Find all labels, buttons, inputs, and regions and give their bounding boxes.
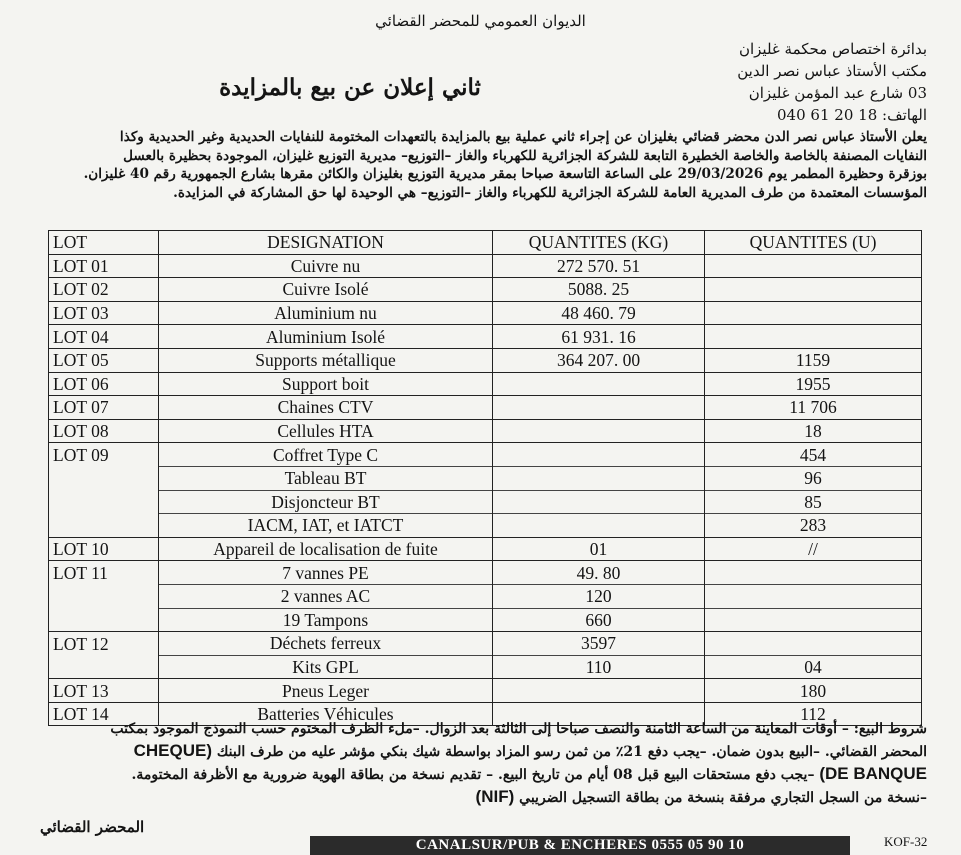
phone-line: الهاتف: 18 20 61 040 bbox=[776, 106, 927, 124]
notice-title: ثاني إعلان عن بيع بالمزايدة bbox=[219, 74, 481, 101]
cell-quantity-units bbox=[705, 584, 922, 608]
cell-quantity-units: 283 bbox=[705, 514, 922, 538]
cell-designation: Chaines CTV bbox=[159, 396, 493, 420]
cell-quantity-kg bbox=[493, 419, 705, 443]
intro-line: بوزقرة وحظيرة المطمر يوم 29/03/2026 على الساعة التاسعة صباحا بمقر مديرية التوزيع بغليزان والكائن مقرها بشارع الجمهورية رقم 40 غليزان. bbox=[83, 166, 927, 182]
jurisdiction-line: بدائرة اختصاص محكمة غليزان bbox=[738, 40, 927, 58]
table-row bbox=[49, 301, 922, 325]
cell-lot: LOT 02 bbox=[49, 278, 159, 302]
reference-code: KOF-32 bbox=[884, 834, 928, 849]
cell-quantity-units: // bbox=[705, 537, 922, 561]
cell-quantity-kg bbox=[493, 443, 705, 467]
terms-cheque: (CHEQUE bbox=[133, 741, 212, 760]
cell-quantity-kg: 48 460. 79 bbox=[493, 301, 705, 325]
header-quantity-units: QUANTITES (U) bbox=[705, 231, 922, 255]
table-row bbox=[49, 608, 922, 632]
cell-quantity-kg: 120 bbox=[493, 584, 705, 608]
cell-designation: Aluminium Isolé bbox=[159, 325, 493, 349]
cell-designation: IACM, IAT, et IATCT bbox=[159, 514, 493, 538]
sale-terms bbox=[34, 718, 927, 809]
table-row bbox=[49, 372, 922, 396]
cell-designation: Support boit bbox=[159, 372, 493, 396]
terms-text: –يجب دفع مستحقات البيع قبل 08 أيام من تاريخ البيع. – تقديم نسخة من بطاقة الهوية ضرورية مع الأظرفة المختومة. bbox=[131, 767, 815, 783]
cell-lot: LOT 04 bbox=[49, 325, 159, 349]
cell-lot: LOT 12 bbox=[49, 632, 159, 656]
cell-quantity-units: 1159 bbox=[705, 348, 922, 372]
cell-designation: Supports métallique bbox=[159, 348, 493, 372]
table-row bbox=[49, 325, 922, 349]
cell-lot bbox=[49, 584, 159, 608]
table-header-row bbox=[49, 231, 922, 255]
table-row bbox=[49, 490, 922, 514]
cell-quantity-kg: 364 207. 00 bbox=[493, 348, 705, 372]
table-row bbox=[49, 655, 922, 679]
cell-quantity-units: 18 bbox=[705, 419, 922, 443]
notice-intro bbox=[34, 128, 927, 202]
cell-quantity-kg bbox=[493, 679, 705, 703]
address-line: 03 شارع عبد المؤمن غليزان bbox=[748, 84, 927, 102]
terms-line bbox=[34, 763, 927, 786]
terms-text: –نسخة من السجل التجاري مرفقة بنسخة من بطاقة التسجيل الضريبي bbox=[519, 790, 927, 806]
cell-lot: LOT 10 bbox=[49, 537, 159, 561]
table-row bbox=[49, 254, 922, 278]
cell-lot bbox=[49, 655, 159, 679]
cell-lot: LOT 14 bbox=[49, 702, 159, 726]
terms-line bbox=[34, 786, 927, 809]
cell-quantity-units: 112 bbox=[705, 702, 922, 726]
cell-quantity-kg bbox=[493, 466, 705, 490]
cell-quantity-units: 04 bbox=[705, 655, 922, 679]
cell-lot: LOT 06 bbox=[49, 372, 159, 396]
cell-quantity-kg: 660 bbox=[493, 608, 705, 632]
cell-quantity-kg bbox=[493, 514, 705, 538]
terms-line bbox=[34, 740, 927, 763]
cell-quantity-units bbox=[705, 278, 922, 302]
cell-lot: LOT 08 bbox=[49, 419, 159, 443]
cell-quantity-units bbox=[705, 608, 922, 632]
cell-lot bbox=[49, 490, 159, 514]
table-row bbox=[49, 278, 922, 302]
intro-line: النفايات المصنفة بالخاصة والخاصة الخطيرة التابعة للشركة الجزائرية للكهرباء والغاز –التوزيع– مديرية التوزيع غليزان، الموجودة بحظيرة بالعسل bbox=[123, 147, 927, 164]
cell-lot: LOT 01 bbox=[49, 254, 159, 278]
cell-designation: 19 Tampons bbox=[159, 608, 493, 632]
table-row bbox=[49, 632, 922, 656]
cell-designation: Appareil de localisation de fuite bbox=[159, 537, 493, 561]
lots-table bbox=[48, 230, 922, 726]
header-lot: LOT bbox=[49, 231, 159, 255]
cell-quantity-units bbox=[705, 325, 922, 349]
cell-designation: Coffret Type C bbox=[159, 443, 493, 467]
terms-text: المحضر القضائي. –البيع بدون ضمان. –يجب دفع 21٪ من ثمن رسو المزاد بواسطة شيك بنكي مؤشر عليه من طرف البنك bbox=[216, 744, 927, 760]
cell-quantity-kg: 110 bbox=[493, 655, 705, 679]
table-row bbox=[49, 514, 922, 538]
table-row bbox=[49, 396, 922, 420]
cell-lot: LOT 11 bbox=[49, 561, 159, 585]
cell-quantity-kg: 01 bbox=[493, 537, 705, 561]
cell-quantity-units: 180 bbox=[705, 679, 922, 703]
cell-quantity-kg: 272 570. 51 bbox=[493, 254, 705, 278]
cell-quantity-kg: 3597 bbox=[493, 632, 705, 656]
terms-line: شروط البيع: – أوقات المعاينة من الساعة الثامنة والنصف صباحا إلى الثالثة بعد الزوال. –ملء الظرف المختوم حسب النموذج الموجود بمكتب bbox=[110, 721, 927, 737]
office-name-line: مكتب الأستاذ عباس نصر الدين bbox=[737, 62, 927, 80]
table-row bbox=[49, 443, 922, 467]
intro-line: يعلن الأستاذ عباس نصر الدن محضر قضائي بغليزان عن إجراء ثاني عملية بيع بالمزايدة بالتعهدات المختومة للنفايات الحديدية وغير الحديدية وكذا bbox=[119, 129, 927, 145]
cell-lot: LOT 09 bbox=[49, 443, 159, 467]
cell-designation: Disjoncteur BT bbox=[159, 490, 493, 514]
cell-quantity-kg: 61 931. 16 bbox=[493, 325, 705, 349]
table-row bbox=[49, 679, 922, 703]
cell-designation: Cuivre nu bbox=[159, 254, 493, 278]
cell-lot bbox=[49, 466, 159, 490]
cell-designation: Batteries Véhicules bbox=[159, 702, 493, 726]
cell-quantity-units: 85 bbox=[705, 490, 922, 514]
cell-designation: Aluminium nu bbox=[159, 301, 493, 325]
cell-designation: Déchets ferreux bbox=[159, 632, 493, 656]
cell-quantity-kg bbox=[493, 396, 705, 420]
header-quantity-kg: QUANTITES (KG) bbox=[493, 231, 705, 255]
cell-quantity-units bbox=[705, 301, 922, 325]
cell-lot bbox=[49, 514, 159, 538]
cell-quantity-kg: 5088. 25 bbox=[493, 278, 705, 302]
lots-body bbox=[49, 254, 922, 726]
header-designation: DESIGNATION bbox=[159, 231, 493, 255]
table-row bbox=[49, 584, 922, 608]
cell-quantity-units bbox=[705, 254, 922, 278]
cell-lot: LOT 03 bbox=[49, 301, 159, 325]
cell-designation: Kits GPL bbox=[159, 655, 493, 679]
table-row bbox=[49, 348, 922, 372]
cell-lot: LOT 07 bbox=[49, 396, 159, 420]
cell-quantity-units bbox=[705, 632, 922, 656]
cell-designation: Tableau BT bbox=[159, 466, 493, 490]
table-row bbox=[49, 561, 922, 585]
cell-designation: 2 vannes AC bbox=[159, 584, 493, 608]
cell-lot: LOT 13 bbox=[49, 679, 159, 703]
terms-banque: DE BANQUE) bbox=[819, 764, 927, 783]
cell-quantity-units: 454 bbox=[705, 443, 922, 467]
terms-nif: (NIF) bbox=[475, 787, 515, 806]
cell-quantity-units bbox=[705, 561, 922, 585]
table-row bbox=[49, 419, 922, 443]
cell-quantity-kg bbox=[493, 372, 705, 396]
cell-designation: Cellules HTA bbox=[159, 419, 493, 443]
office-title: الديوان العمومي للمحضر القضائي bbox=[375, 12, 586, 30]
office-header bbox=[657, 38, 927, 126]
cell-quantity-kg bbox=[493, 490, 705, 514]
cell-quantity-kg: 49. 80 bbox=[493, 561, 705, 585]
table-row bbox=[49, 537, 922, 561]
cell-designation: Cuivre Isolé bbox=[159, 278, 493, 302]
bailiff-signature: المحضر القضائي bbox=[40, 818, 145, 836]
cell-quantity-units: 11 706 bbox=[705, 396, 922, 420]
intro-line: المؤسسات المعتمدة من طرف المديرية العامة للشركة الجزائرية للكهرباء والغاز –التوزيع– هي الوحيدة لها حق المشاركة في المزايدة. bbox=[173, 184, 927, 201]
table-row bbox=[49, 466, 922, 490]
cell-quantity-units: 1955 bbox=[705, 372, 922, 396]
cell-quantity-units: 96 bbox=[705, 466, 922, 490]
cell-lot: LOT 05 bbox=[49, 348, 159, 372]
cell-designation: 7 vannes PE bbox=[159, 561, 493, 585]
cell-lot bbox=[49, 608, 159, 632]
footer-bar: CANALSUR/PUB & ENCHERES 0555 05 90 10 bbox=[310, 836, 850, 855]
cell-designation: Pneus Leger bbox=[159, 679, 493, 703]
